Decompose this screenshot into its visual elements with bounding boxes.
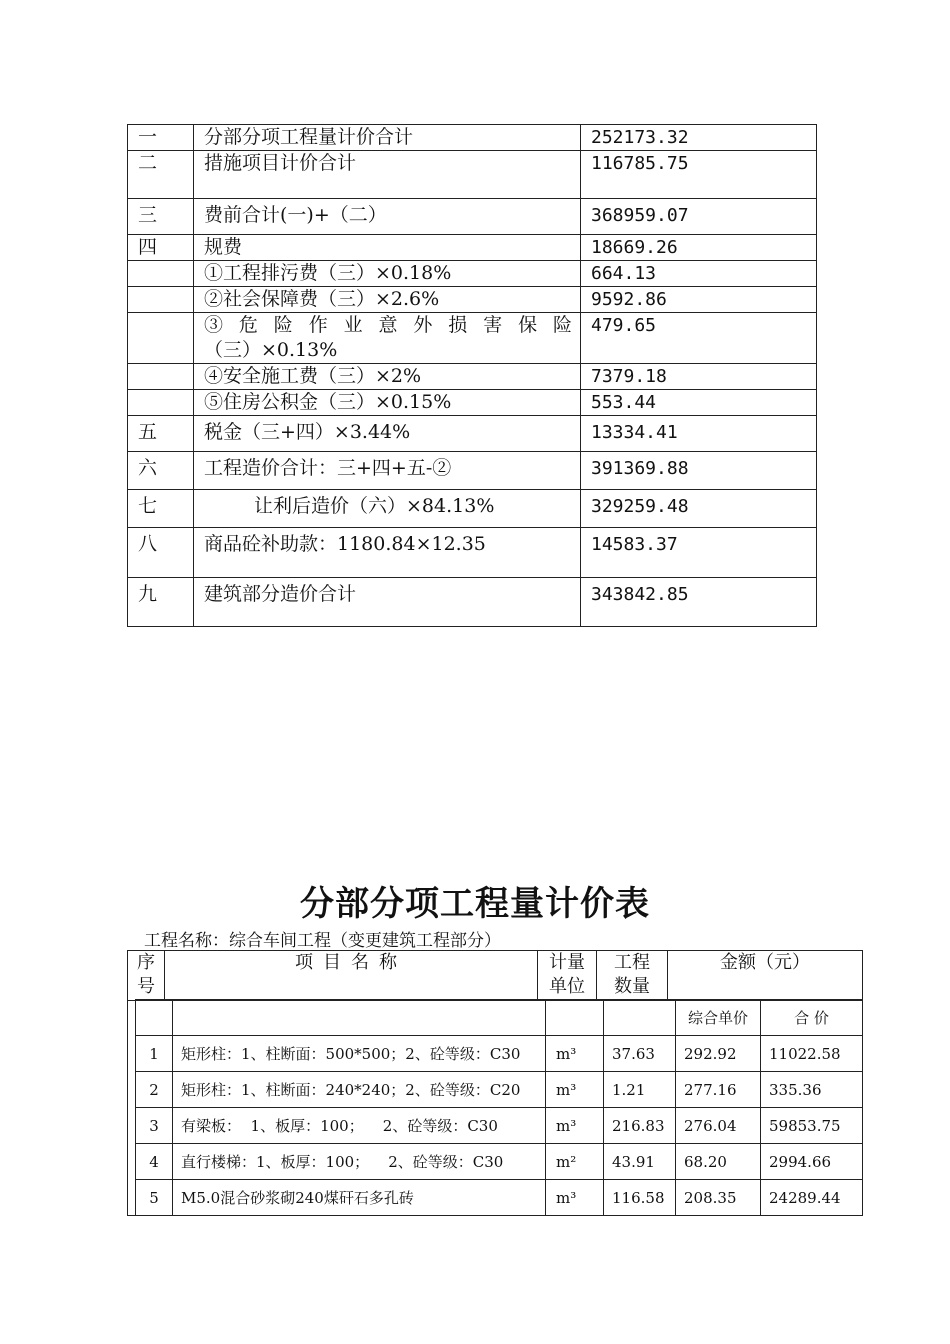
subheader-row bbox=[136, 1000, 863, 1036]
header-row bbox=[128, 951, 863, 1001]
table-left-border bbox=[127, 999, 128, 1216]
row-name: ②社会保障费（三）×2.6% bbox=[194, 287, 581, 313]
row-item-name: 有梁板： 1、板厚：100； 2、砼等级：C30 bbox=[173, 1108, 546, 1144]
row-total: 59853.75 bbox=[761, 1108, 863, 1144]
row-total: 2994.66 bbox=[761, 1144, 863, 1180]
row-value: 343842.85 bbox=[581, 578, 817, 627]
empty-cell bbox=[136, 1000, 173, 1036]
row-index: 一 bbox=[128, 125, 194, 151]
row-index bbox=[128, 313, 194, 364]
row-value: 14583.37 bbox=[581, 528, 817, 578]
summary-row bbox=[128, 313, 817, 364]
row-price: 68.20 bbox=[676, 1144, 761, 1180]
table-row bbox=[136, 1072, 863, 1108]
summary-row bbox=[128, 199, 817, 235]
row-index bbox=[128, 364, 194, 390]
header-qty-line2: 数量 bbox=[614, 976, 650, 997]
row-unit: m³ bbox=[546, 1180, 604, 1216]
row-total: 11022.58 bbox=[761, 1036, 863, 1072]
row-name bbox=[194, 313, 581, 364]
row-unit: m² bbox=[546, 1144, 604, 1180]
row-seq: 4 bbox=[136, 1144, 173, 1180]
row-value: 664.13 bbox=[581, 261, 817, 287]
row-seq: 3 bbox=[136, 1108, 173, 1144]
row-name: 商品砼补助款：1180.84×12.35 bbox=[194, 528, 581, 578]
row-index: 二 bbox=[128, 151, 194, 199]
row-qty: 37.63 bbox=[604, 1036, 676, 1072]
row-total: 24289.44 bbox=[761, 1180, 863, 1216]
row-index: 八 bbox=[128, 528, 194, 578]
row-name-line1: ③危险作业意外损害保险 bbox=[204, 314, 572, 336]
row-item-name: 矩形柱：1、柱断面：500*500；2、砼等级：C30 bbox=[173, 1036, 546, 1072]
row-qty: 1.21 bbox=[604, 1072, 676, 1108]
row-name: ①工程排污费（三）×0.18% bbox=[194, 261, 581, 287]
row-value: 368959.07 bbox=[581, 199, 817, 235]
row-value: 391369.88 bbox=[581, 452, 817, 490]
row-qty: 43.91 bbox=[604, 1144, 676, 1180]
row-qty: 216.83 bbox=[604, 1108, 676, 1144]
row-name: ⑤住房公积金（三）×0.15% bbox=[194, 390, 581, 416]
summary-row bbox=[128, 390, 817, 416]
header-qty-line1: 工程 bbox=[614, 952, 650, 973]
header-total: 合 价 bbox=[761, 1000, 863, 1036]
row-name: 让利后造价（六）×84.13% bbox=[194, 490, 581, 528]
row-unit: m³ bbox=[546, 1072, 604, 1108]
header-unit-price: 综合单价 bbox=[676, 1000, 761, 1036]
row-name: 分部分项工程量计价合计 bbox=[194, 125, 581, 151]
row-name: 工程造价合计：三+四+五-② bbox=[194, 452, 581, 490]
summary-row bbox=[128, 528, 817, 578]
header-seq-line1: 序 bbox=[137, 952, 155, 973]
header-name: 项目名称 bbox=[165, 951, 538, 1001]
summary-row bbox=[128, 261, 817, 287]
row-name-line2: （三）×0.13% bbox=[204, 339, 338, 361]
header-unit bbox=[538, 951, 597, 1001]
row-price: 208.35 bbox=[676, 1180, 761, 1216]
row-total: 335.36 bbox=[761, 1072, 863, 1108]
row-item-name: M5.0混合砂浆砌240煤矸石多孔砖 bbox=[173, 1180, 546, 1216]
row-value: 329259.48 bbox=[581, 490, 817, 528]
row-value: 7379.18 bbox=[581, 364, 817, 390]
row-unit: m³ bbox=[546, 1108, 604, 1144]
row-value: 9592.86 bbox=[581, 287, 817, 313]
row-price: 277.16 bbox=[676, 1072, 761, 1108]
header-seq-line2: 号 bbox=[137, 976, 155, 997]
row-price: 276.04 bbox=[676, 1108, 761, 1144]
row-value: 479.65 bbox=[581, 313, 817, 364]
row-name: 税金（三+四）×3.44% bbox=[194, 416, 581, 452]
row-seq: 5 bbox=[136, 1180, 173, 1216]
row-index bbox=[128, 261, 194, 287]
header-amount: 金额（元） bbox=[668, 951, 863, 1001]
row-value: 18669.26 bbox=[581, 235, 817, 261]
row-index: 七 bbox=[128, 490, 194, 528]
row-name: 措施项目计价合计 bbox=[194, 151, 581, 199]
summary-row bbox=[128, 125, 817, 151]
row-index bbox=[128, 390, 194, 416]
summary-row bbox=[128, 578, 817, 627]
row-name: ④安全施工费（三）×2% bbox=[194, 364, 581, 390]
header-unit-line1: 计量 bbox=[549, 952, 585, 973]
row-item-name: 直行楼梯：1、板厚：100； 2、砼等级：C30 bbox=[173, 1144, 546, 1180]
summary-row bbox=[128, 364, 817, 390]
summary-row bbox=[128, 490, 817, 528]
row-price: 292.92 bbox=[676, 1036, 761, 1072]
row-value: 116785.75 bbox=[581, 151, 817, 199]
header-unit-line2: 单位 bbox=[549, 976, 585, 997]
row-seq: 2 bbox=[136, 1072, 173, 1108]
header-seq bbox=[128, 951, 165, 1001]
row-value: 553.44 bbox=[581, 390, 817, 416]
empty-cell bbox=[546, 1000, 604, 1036]
row-value: 252173.32 bbox=[581, 125, 817, 151]
row-index: 四 bbox=[128, 235, 194, 261]
table-row bbox=[136, 1180, 863, 1216]
row-index: 五 bbox=[128, 416, 194, 452]
header-qty bbox=[597, 951, 668, 1001]
empty-cell bbox=[604, 1000, 676, 1036]
row-item-name: 矩形柱：1、柱断面：240*240；2、砼等级：C20 bbox=[173, 1072, 546, 1108]
summary-row bbox=[128, 235, 817, 261]
project-name: 工程名称：综合车间工程（变更建筑工程部分） bbox=[144, 931, 501, 951]
row-unit: m³ bbox=[546, 1036, 604, 1072]
empty-cell bbox=[173, 1000, 546, 1036]
row-seq: 1 bbox=[136, 1036, 173, 1072]
row-name: 规费 bbox=[194, 235, 581, 261]
summary-table bbox=[127, 124, 817, 627]
row-name: 建筑部分造价合计 bbox=[194, 578, 581, 627]
summary-row bbox=[128, 416, 817, 452]
row-value: 13334.41 bbox=[581, 416, 817, 452]
detail-table bbox=[135, 999, 863, 1216]
row-qty: 116.58 bbox=[604, 1180, 676, 1216]
row-index: 九 bbox=[128, 578, 194, 627]
page-title: 分部分项工程量计价表 bbox=[300, 884, 650, 924]
summary-row bbox=[128, 452, 817, 490]
row-index: 六 bbox=[128, 452, 194, 490]
row-name: 费前合计(一)+（二） bbox=[194, 199, 581, 235]
table-row bbox=[136, 1108, 863, 1144]
row-index bbox=[128, 287, 194, 313]
table-row bbox=[136, 1036, 863, 1072]
summary-row bbox=[128, 151, 817, 199]
table-row bbox=[136, 1144, 863, 1180]
summary-row bbox=[128, 287, 817, 313]
detail-header-table bbox=[127, 950, 863, 1001]
row-index: 三 bbox=[128, 199, 194, 235]
